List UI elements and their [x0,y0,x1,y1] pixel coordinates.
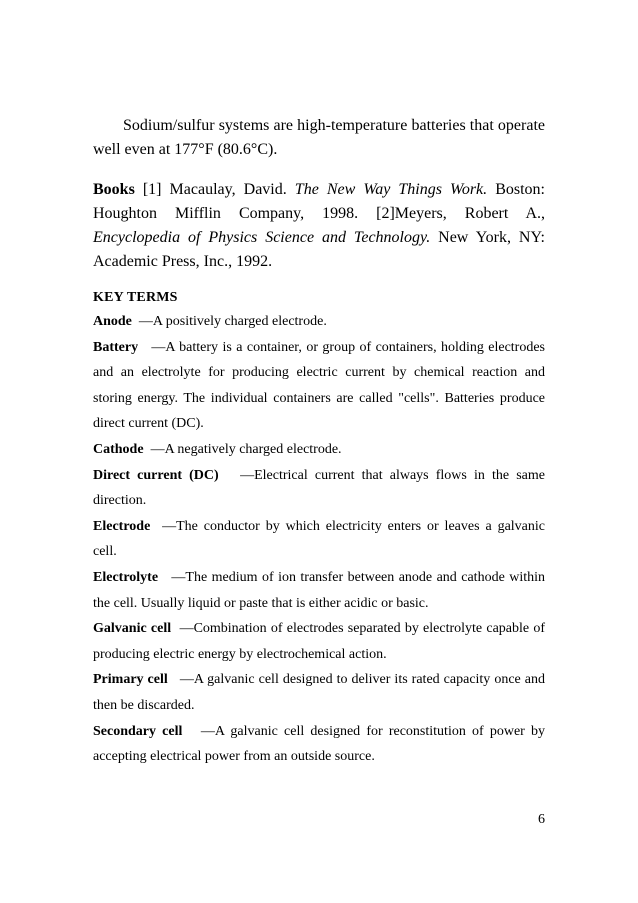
term-definition: —A battery is a container, or group of containers, holding electrodes and an electrolyte for producing electric current by chemical reaction and storing energy. The individual containers are called "cells". Batteries produce direct current (DC). [93,339,546,432]
books-paragraph [93,178,545,274]
term-name: Cathode [93,441,144,457]
key-term-galvanic-cell [93,616,545,667]
ref2-suffix: New York, NY: Academic Press, Inc., 1992. [93,229,546,270]
books-label: Books [93,181,135,198]
key-term-secondary-cell [93,719,545,770]
term-name: Direct current (DC) [93,467,219,483]
term-name: Primary cell [93,672,168,688]
key-term-electrolyte [93,565,545,616]
term-definition: —A galvanic cell designed for reconstitution of power by accepting electrical power from an outside source. [93,723,545,765]
term-name: Electrolyte [93,569,159,585]
page-number: 6 [538,812,545,827]
key-term-electrode [93,514,545,565]
ref1-prefix: [1] Macaulay, David. [134,181,295,198]
term-name: Galvanic cell [93,621,172,637]
term-definition: —The medium of ion transfer between anode and cathode within the cell. Usually liquid or paste that is either acidic or basic. [93,569,546,611]
term-definition: —The conductor by which electricity enters or leaves a galvanic cell. [93,518,545,560]
key-terms-heading: KEY TERMS [93,290,178,305]
ref2-title: Encyclopedia of Physics Science and Technology. [93,229,431,246]
term-definition: —A galvanic cell designed to deliver its rated capacity once and then be discarded. [93,672,545,713]
sodium-sulfur-paragraph: Sodium/sulfur systems are high-temperature batteries that operate well even at 177°F (80.6°C). [93,117,545,158]
term-definition: —A negatively charged electrode. [150,441,342,457]
term-definition: —Combination of electrodes separated by electrolyte capable of producing electric energy by electrochemical action. [93,621,545,662]
ref1-suffix: Boston: Houghton Mifflin Company, 1998. [2]Meyers, Robert A., [93,181,545,222]
key-term-direct-current [93,463,545,514]
term-name: Electrode [93,518,151,534]
term-definition: —Electrical current that always flows in the same direction. [93,467,546,509]
key-term-primary-cell [93,667,545,718]
key-term-battery [93,335,545,437]
key-term-anode [93,309,545,335]
term-name: Battery [93,339,139,355]
term-definition: —A positively charged electrode. [138,314,327,329]
ref1-title: The New Way Things Work. [294,181,488,198]
key-term-cathode [93,437,545,463]
key-terms-list [93,309,545,770]
term-name: Secondary cell [93,723,183,739]
term-name: Anode [93,314,132,329]
